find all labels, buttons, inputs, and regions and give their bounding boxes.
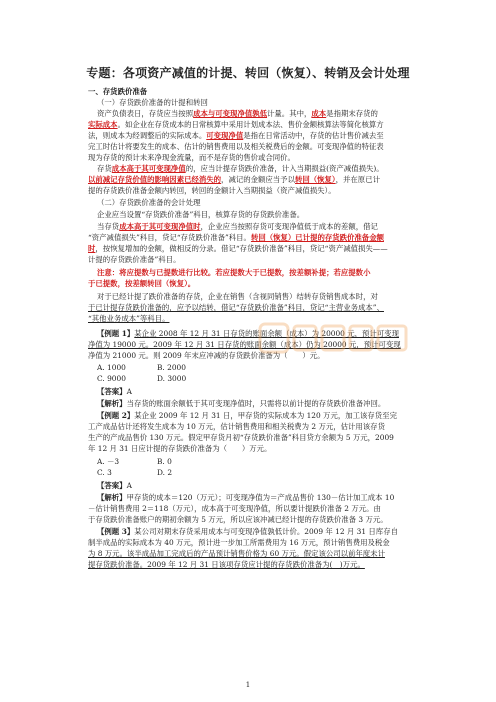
answer-line: 【答案】A [97, 481, 132, 490]
example-line: 年 12 月 31 日应计提的存货跌价准备为（ ）万元。 [88, 444, 272, 453]
paragraph-line: 法，则成本为经调整后的实际成本。可变现净值是指在日常活动中，存货的估计售价减去至 [88, 131, 384, 140]
paragraph-line: “资产减值损失”科目，贷记“存货跌价准备”科目。转回（恢复）已计提的存货跌价准备金额 [88, 233, 384, 242]
paragraph-line: 于已计提存货跌价准备的，应予以结转，借记“存货跌价准备”科目，贷记“主营业务成本”、 [88, 303, 384, 312]
paragraph-line: 实际成本。如企业在存货成本的日常核算中采用计划成本法、售价金额核算法等简化核算方 [88, 120, 384, 129]
option-a: A. 1000 [97, 363, 126, 372]
example-line: 提存货跌价准备。2009 年 12 月 31 日该项存货应计提的存货跌价准备为( )万元。 [88, 560, 365, 569]
explanation-line: 【解析】当存货的账面余额低于其可变现净值时，只需将以前计提的存货跌价准备冲回。 [97, 399, 386, 408]
example-line: 【例题 2】某企业 2009 年 12 月 31 日，甲存货的实际成本为 120 万元，加工该存货至完 [97, 411, 397, 420]
section-heading: 一、存货跌价准备 [88, 87, 148, 96]
page-title: 专题：各项资产减值的计提、转回（恢复）、转销及会计处理 [86, 66, 410, 80]
paragraph-line: 存货成本高于其可变现净值的，应当计提存货跌价准备，计入当期损益(资产减值损失)。 [97, 164, 384, 173]
option-d: D. 2 [157, 468, 173, 477]
option-c: C. 3 [97, 468, 112, 477]
paragraph-line: 企业应当设置“存货跌价准备”科目，核算存货的存货跌价准备。 [97, 210, 305, 219]
option-a: A. －3 [97, 457, 120, 466]
example-line: 净值为 19000 元。2009 年 12 月 31 日存货的账面余额（成本）仍为 20000 元，预计可变现 [88, 340, 401, 349]
option-row [97, 468, 410, 478]
option-row [97, 374, 410, 384]
option-b: B. 0 [157, 457, 172, 466]
subsection-heading: （一）存货跌价准备的计提和转回 [97, 98, 208, 107]
option-row [97, 457, 410, 467]
example-line: 为 8 万元。该半成品加工完成后的产品预计销售价格为 60 万元。假定该公司以前年度未计 [88, 549, 385, 558]
paragraph-line: 完工时估计将要发生的成本、估计的销售费用以及相关税费后的金额。可变现净值的特征表 [88, 142, 384, 151]
paragraph-line: 提的存货跌价准备金额内转回，转回的金额计入当期损益（资产减值损失）。 [88, 186, 336, 195]
example-line: 生产的产成品售价 130 万元。假定甲存货月初“存货跌价准备”科目贷方余额为 5 万元，2009 [88, 433, 394, 442]
example-line: 工产成品估计还将发生成本为 10 万元，估计销售费用和相关税费为 2 万元，估计用该存货 [88, 422, 385, 431]
example-line: 净值为 21000 元。则 2009 年末应冲减的存货跌价准备为（ ）元。 [88, 351, 325, 360]
option-row [97, 363, 410, 373]
explanation-line: －估计销售费用 2＝118（万元），成本高于可变现净值，所以要计提跌价准备 2 万元。由 [88, 504, 381, 513]
paragraph-line: 资产负债表日，存货应当按照成本与可变现净值孰低计量。其中，成本是指期末存货的 [97, 109, 378, 118]
note-line: 注意：将应提数与已提数进行比较。若应提数大于已提数，按差额补提；若应提数小 [97, 268, 371, 277]
example-line: 【例题 3】某公司对期末存货采用成本与可变现净值孰低计价。2009 年 12 月 31 日库存自 [97, 527, 398, 536]
example-line: 制半成品的实际成本为 40 万元，预计进一步加工所需费用为 16 万元，预计销售费用及税金 [88, 538, 390, 547]
option-d: D. 3000 [157, 374, 187, 383]
paragraph-line: 以前减记存货价值的影响因素已经消失的，减记的金额应当予以转回（恢复），并在原已计 [88, 175, 380, 184]
page-number: 1 [245, 681, 251, 689]
paragraph-line: 现为存货的预计未来净现金流量，而不是存货的售价或合同价。 [88, 153, 295, 162]
paragraph-line: 对于已经计提了跌价准备的存货，企业在销售（含视同销售）结转存货销售成本时，对 [97, 292, 378, 301]
example-line: 【例题 1】某企业 2008 年 12 月 31 日存货的账面余额（成本）为 20000 元，预计可变现 [97, 329, 399, 338]
subsection-heading: （二）存货跌价准备的会计处理 [97, 198, 201, 207]
paragraph-line: 计提的存货跌价准备”科目。 [88, 255, 181, 264]
watermark-logo [258, 318, 410, 358]
explanation-line: 【解析】甲存货的成本＝120（万元）；可变现净值为＝产成品售价 130－估计加工成本 10 [97, 493, 395, 502]
paragraph-line: 当存货成本高于其可变现净值时，企业应当按照存货可变现净值低于成本的差额，借记 [97, 222, 378, 231]
answer-line: 【答案】A [97, 387, 132, 396]
paragraph-line: “其他业务成本”等科目。 [88, 314, 170, 323]
paragraph-line: 时，按恢复增加的金额，做相反的分录。借记“存货跌价准备”科目，贷记“资产减值损失—— [88, 244, 388, 253]
note-line: 于已提数，按差额转回（恢复）。 [88, 279, 196, 288]
option-b: B. 2000 [157, 363, 186, 372]
explanation-line: 于存货跌价准备账户的期初余额为 5 万元，所以应该冲减已经计提的存货跌价准备 3 万元。 [88, 515, 388, 524]
option-c: C. 9000 [97, 374, 126, 383]
